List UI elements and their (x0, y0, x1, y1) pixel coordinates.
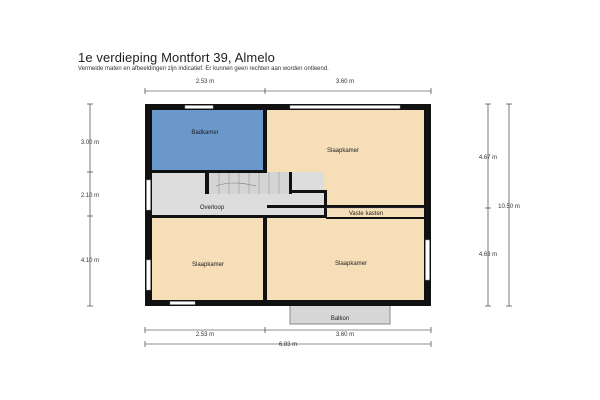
label-slaapkamer-left: Slaapkamer (191, 262, 225, 268)
dim-left (87, 104, 93, 306)
dim-top-right: 3.60 m (335, 79, 355, 85)
slaapkamer-left-area (152, 218, 263, 300)
dim-left-middle: 2.10 m (80, 193, 100, 199)
label-slaapkamer-top: Slaapkamer (326, 148, 360, 154)
plan-title: 1e verdieping Montfort 39, Almelo (78, 50, 275, 65)
dim-left-top: 3.00 m (80, 140, 100, 146)
plan-subtitle: Vermelde maten en afbeeldingen zijn indicatief. Er kunnen geen rechten aan worden ontleend. (78, 66, 329, 72)
dim-right-top: 4.67 m (478, 155, 498, 161)
dim-top-left: 2.53 m (195, 79, 215, 85)
badkamer-area (152, 110, 263, 172)
dim-bottom-right: 3.60 m (335, 332, 355, 338)
label-balkon: Balkon (330, 316, 350, 322)
dim-top (145, 88, 431, 94)
slaapkamer-right-area (267, 218, 424, 300)
dim-right-bottom: 4.63 m (478, 252, 498, 258)
dim-right-total: 10.50 m (498, 204, 520, 210)
label-overloop: Overloop (199, 205, 225, 211)
dim-bottom-left: 2.53 m (195, 332, 215, 338)
dim-left-bottom: 4.10 m (80, 258, 100, 264)
dim-bottom-total: 6.83 m (278, 342, 298, 348)
label-badkamer: Badkamer (191, 130, 219, 136)
label-slaapkamer-right: Slaapkamer (334, 261, 368, 267)
label-vaste-kasten: Vaste kasten (348, 211, 384, 217)
